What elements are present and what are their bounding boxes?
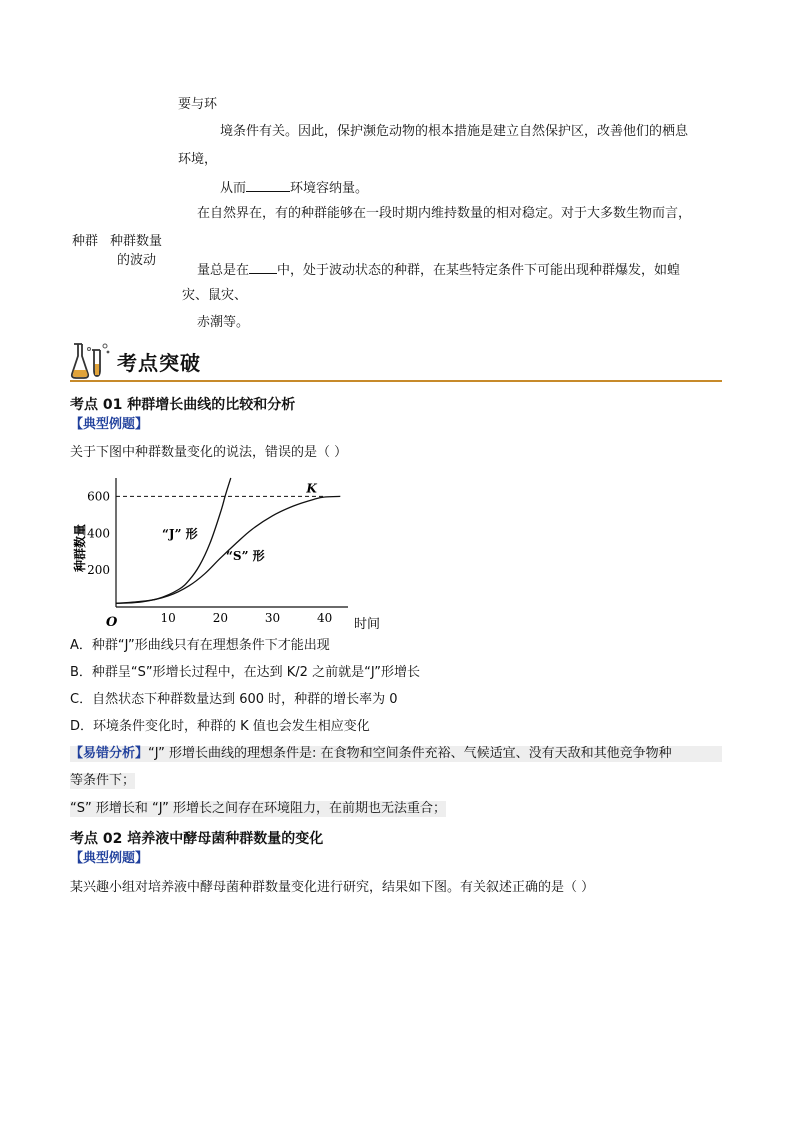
point2-heading: 考点 02 培养液中酵母菌种群数量的变化 [70, 831, 324, 847]
x-tick-label: 30 [264, 611, 281, 625]
fragment-line-6-post: 中，处于波动状态的种群，在某些特定条件下可能出现种群爆发，如蝗 [277, 263, 681, 278]
population-growth-chart [66, 472, 386, 632]
origin-label: O [106, 615, 118, 630]
option-a[interactable]: A．种群“J”形曲线只有在理想条件下才能出现 [70, 638, 330, 653]
fragment-line-4-post: 环境容纳量。 [290, 181, 369, 196]
k-label: K [306, 481, 317, 496]
point2-tag: 【典型例题】 [70, 851, 149, 866]
x-axis-label: 时间 [354, 617, 381, 632]
option-c[interactable]: C．自然状态下种群数量达到 600 时，种群的增长率为 0 [70, 692, 398, 707]
fragment-left-label: 种群 [72, 234, 99, 249]
fragment-line-8: 赤潮等。 [197, 315, 250, 330]
fill-blank [246, 179, 290, 192]
chemistry-flask-icon [70, 340, 112, 380]
fragment-line-5: 在自然界在，有的种群能够在一段时期内维持数量的相对稳定。对于大多数生物而言， [197, 206, 692, 221]
analysis-tag: 【易错分析】 [70, 746, 149, 761]
s-curve-label: “S” 形 [226, 549, 265, 563]
fragment-line-6-pre: 量总是在 [197, 263, 250, 278]
j-curve-label: “J” 形 [162, 527, 198, 541]
analysis-line-2: 等条件下； [70, 773, 136, 788]
point1-heading: 考点 01 种群增长曲线的比较和分析 [70, 397, 296, 413]
fill-blank [249, 261, 277, 274]
point1-question: 关于下图中种群数量变化的说法，错误的是（ ） [70, 445, 348, 460]
section-divider [70, 380, 722, 382]
section-title: 考点突破 [117, 351, 201, 375]
y-tick-label: 400 [87, 526, 110, 541]
point1-tag: 【典型例题】 [70, 417, 149, 432]
y-tick-label: 600 [87, 489, 110, 504]
analysis-line-1 [70, 746, 722, 762]
option-b[interactable]: B．种群呈“S”形增长过程中，在达到 K/2 之前就是“J”形增长 [70, 665, 420, 680]
x-tick-label: 20 [212, 611, 228, 625]
fragment-line-6 [197, 261, 680, 279]
fragment-row-label-1: 种群数量 [110, 234, 163, 249]
fragment-line-4 [220, 179, 368, 197]
fragment-line-4-pre: 从而 [220, 181, 247, 196]
x-tick-label: 40 [317, 611, 333, 625]
fragment-line-2: 境条件有关。因此，保护濒危动物的根本措施是建立自然保护区，改善他们的栖息 [220, 124, 689, 139]
analysis-line-3: “S” 形增长和 “J” 形增长之间存在环境阻力，在前期也无法重合； [70, 801, 447, 816]
y-axis-label: 种群数量 [73, 523, 87, 573]
y-tick-label: 200 [87, 563, 110, 578]
analysis-text-1: “J” 形增长曲线的理想条件是: 在食物和空间条件充裕、气候适宜、没有天敌和其他竞争物种 [148, 746, 672, 761]
fragment-line-1: 要与环 [178, 97, 218, 112]
option-d[interactable]: D．环境条件变化时，种群的 K 值也会发生相应变化 [70, 719, 370, 734]
x-tick-label: 10 [160, 611, 176, 625]
fragment-line-7: 灾、鼠灾、 [182, 288, 248, 303]
point2-question: 某兴趣小组对培养液中酵母菌种群数量变化进行研究，结果如下图。有关叙述正确的是（ ） [70, 880, 595, 895]
fragment-line-3: 环境， [178, 152, 218, 167]
fragment-row-label-2: 的波动 [117, 253, 157, 268]
